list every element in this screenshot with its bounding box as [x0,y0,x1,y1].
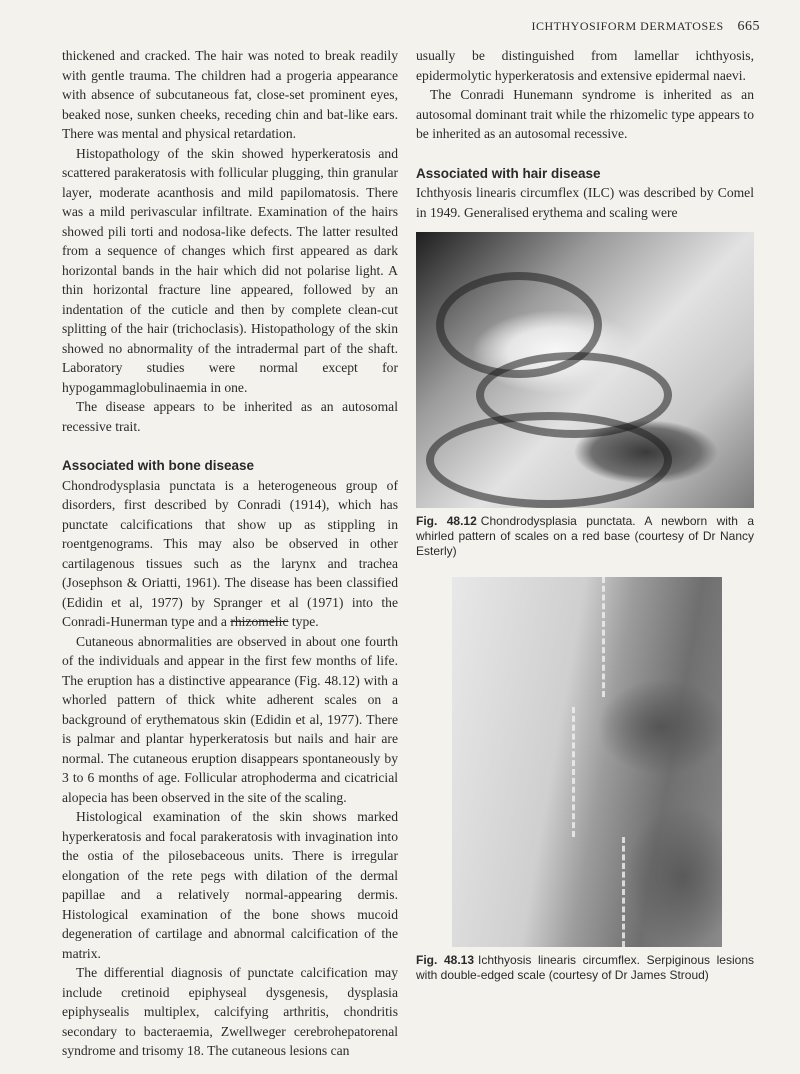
paragraph: The differential diagnosis of punctate calcification may include cretinoid epiphyseal dysgenesis, dysplasia epiphysealis multiplex, calcifying arthritis, chondritis secondary to bacteraemia, Zwellweger cerebrohepatorenal syndrome and trisomy 18. The cutaneous lesions can [62,965,398,1058]
paragraph: The disease appears to be inherited as an autosomal recessive trait. [62,399,398,434]
caption-text: Chondrodysplasia punctata. A newborn with a whirled pattern of scales on a red base (courtesy of Dr Nancy Esterly) [416,514,754,558]
page-number: 665 [737,19,760,34]
figure-48-12 [416,232,754,559]
struck-word: rhizomelic [230,614,289,629]
scale-edge [602,577,605,697]
paragraph: Histological examination of the skin shows marked hyperkeratosis and focal parakeratosis with invagination into the ostia of the pilosebaceous units. There is irregular elongation of the rete pegs with dilation of the dermal papillae and a relatively normal-appearing dermis. Histological examination of the bone shows mucoid degeneration of cartilage and abnormal calcification of the matrix. [62,809,398,961]
scale-whorl [426,412,672,508]
figure-label: Fig. 48.13 [416,953,474,967]
paragraph: Ichthyosis linearis circumflex (ILC) was described by Comel in 1949. Generalised erythema and scaling were [416,185,754,220]
scale-edge [622,837,625,947]
text-run: type. [288,614,319,629]
figure-label: Fig. 48.12 [416,514,477,528]
figure-photo [416,232,754,508]
right-column [416,46,754,983]
scale-edge [572,707,575,837]
paragraph: thickened and cracked. The hair was noted to break readily with gentle trauma. The children had a progeria appearance with absence of subcutaneous fat, close-set prominent eyes, beaked nose, sunken cheeks, receding chin and bat-like ears. There was mental and physical retardation. [62,48,398,141]
text-run: Chondrodysplasia punctata is a heterogeneous group of disorders, first described by Conradi (1914), which has punctate calcifications that show up as stippling in roentgenograms. This may also be observed in other cartilagenous tissues such as the larynx and trachea (Josephson & Oriatti, 1961). The disease has been classified (Edidin et al, 1977) by Spranger et al (1971) into the Conradi-Hunerman type and a [62,477,398,629]
paragraph: Cutaneous abnormalities are observed in about one fourth of the individuals and appear in the first few months of life. The eruption has a distinctive appearance (Fig. 48.12) with a whorled pattern of thick white adherent scales on a background of erythematous skin (Edidin et al, 1977). There is palmar and plantar hyperkeratosis but nails and hair are normal. The cutaneous eruption disappears spontaneously by 3 to 6 months of age. Follicular atrophoderma and cicatricial alopecia has been observed in the site of the scaling. [62,633,398,805]
paragraph: The Conradi Hunemann syndrome is inherited as an autosomal dominant trait while the rhizomelic type appears to be inherited as an autosomal recessive. [416,87,754,141]
left-column [62,46,398,1061]
caption-text: Ichthyosis linearis circumflex. Serpiginous lesions with double-edged scale (courtesy of Dr James Stroud) [416,953,754,982]
figure-photo [452,577,722,947]
running-title: ICHTHYOSIFORM DERMATOSES [531,19,724,33]
section-heading-bone: Associated with bone disease [62,458,255,473]
section-heading-hair: Associated with hair disease [416,165,601,181]
figure-caption [416,953,754,983]
paragraph [62,476,398,632]
running-header [531,18,760,35]
figure-48-13 [416,577,754,983]
figure-caption [416,514,754,559]
paragraph: usually be distinguished from lamellar ichthyosis, epidermolytic hyperkeratosis and extensive epidermal naevi. [416,48,754,83]
paragraph: Histopathology of the skin showed hyperkeratosis and scattered parakeratosis with follicular plugging, thin granular layer, moderate acanthosis and mild papilomatosis. There was a mild perivascular infiltrate. Examination of the hairs showed pili torti and nodosa-like defects. The latter resulted from a sequence of changes which first appeared as dark horizontal bands in the hair which did not polarise light. A thin horizontal fracture line appeared, followed by an indentation of the cuticle and then by complete clean-cut splitting of the hair (trichoclasis). Histopathology of the skin showed no abnormality of the intradermal part of the shaft. Laboratory studies were normal except for hypogammaglobulinaemia in one. [62,145,398,395]
